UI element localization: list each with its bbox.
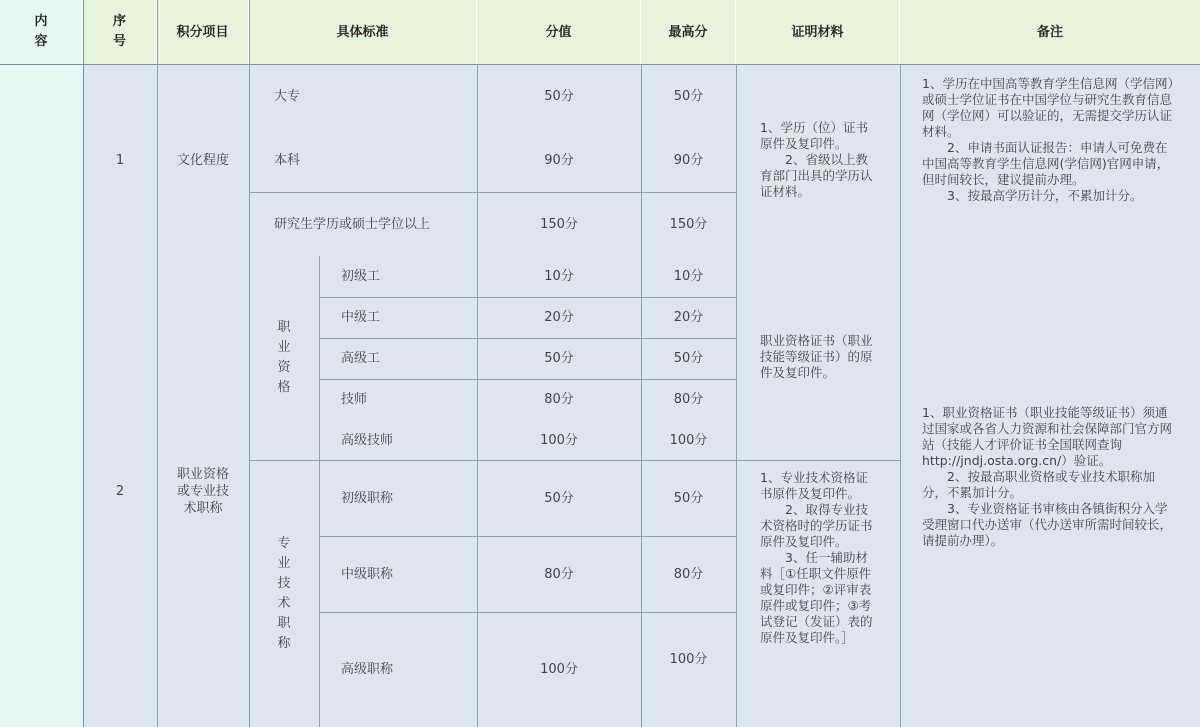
edu-row-score-text: 90分 bbox=[544, 152, 574, 168]
voc-remark-line: 2、按最高职业资格或专业技术职称加分，不累加计分。 bbox=[922, 469, 1155, 500]
qual-row-label bbox=[341, 338, 477, 379]
title-row-score bbox=[477, 612, 641, 727]
title-row-score bbox=[477, 536, 641, 612]
qual-row-score bbox=[477, 420, 641, 460]
title-label bbox=[249, 460, 319, 727]
title-row-max bbox=[641, 460, 736, 536]
edu-name-label: 文化程度 bbox=[177, 152, 230, 168]
qual-row-score bbox=[477, 379, 641, 420]
qual-row-max-text: 20分 bbox=[673, 310, 704, 325]
qual-row-label bbox=[341, 379, 477, 420]
title-row-max-text: 100分 bbox=[669, 652, 708, 667]
qual-row-max-text: 100分 bbox=[669, 432, 708, 448]
title-row-label bbox=[341, 536, 477, 612]
edu-remark-line: 3、按最高学历计分，不累加计分。 bbox=[947, 188, 1143, 203]
edu-row-score-text: 50分 bbox=[544, 88, 574, 104]
edu-row-max bbox=[641, 192, 736, 256]
header-seq bbox=[83, 0, 157, 64]
qual-label-text: 职业资格 bbox=[277, 320, 291, 395]
title-row-label bbox=[341, 612, 477, 727]
header-standard-label: 具体标准 bbox=[336, 24, 389, 40]
header-max-label: 最高分 bbox=[668, 24, 708, 40]
edu-row-label bbox=[274, 128, 477, 192]
voc-remark bbox=[922, 405, 1178, 549]
qual-row-max-text: 50分 bbox=[673, 351, 704, 366]
edu-row-label-text: 本科 bbox=[274, 152, 301, 168]
edu-row-score bbox=[477, 192, 641, 256]
edu-row-max bbox=[641, 128, 736, 192]
header-standard bbox=[249, 0, 477, 64]
edu-row-max-text: 50分 bbox=[673, 88, 704, 104]
qual-row-label-text: 高级工 bbox=[341, 351, 381, 366]
qual-row-max bbox=[641, 256, 736, 297]
title-proof-line: 1、专业技术资格证书原件及复印件。 bbox=[760, 470, 868, 501]
title-proof-line: 2、取得专业技术资格时的学历证书原件及复印件。 bbox=[760, 502, 873, 549]
edu-row-max bbox=[641, 64, 736, 128]
qual-label bbox=[249, 256, 319, 460]
title-row-label bbox=[341, 460, 477, 536]
qual-row-score-text: 10分 bbox=[544, 269, 574, 284]
voc-seq-label: 2 bbox=[115, 484, 125, 499]
edu-row-score bbox=[477, 64, 641, 128]
title-proof-line: 3、任一辅助材料［①任职文件原件或复印件；②评审表原件或复印件；③考试登记（发证）表的原件及复印件。］ bbox=[760, 550, 873, 645]
qual-row-label-text: 中级工 bbox=[341, 310, 381, 325]
title-row-max-text: 50分 bbox=[673, 490, 704, 506]
qual-row-label-text: 初级工 bbox=[341, 269, 381, 284]
content-column-strip bbox=[0, 0, 83, 727]
title-row-label-text: 初级职称 bbox=[341, 490, 394, 506]
edu-remark-line: 1、学历在中国高等教育学生信息网（学信网）或硕士学位证书在中国学位与研究生教育信息网（学位网）可以验证的，无需提交学历认证材料。 bbox=[922, 76, 1174, 139]
title-row-score bbox=[477, 460, 641, 536]
qual-row-score bbox=[477, 338, 641, 379]
qual-row-max-text: 10分 bbox=[673, 269, 704, 284]
edu-row-max-text: 90分 bbox=[673, 152, 704, 168]
header-item-label: 积分项目 bbox=[176, 24, 229, 40]
qual-row-score-text: 20分 bbox=[544, 310, 574, 325]
header-seq-label: 序号 bbox=[112, 14, 126, 49]
title-label-text: 专业技术职称 bbox=[277, 535, 291, 651]
edu-proof-line: 2、省级以上教育部门出具的学历认证材料。 bbox=[760, 152, 873, 199]
title-proof bbox=[760, 470, 878, 646]
qual-row-score-text: 50分 bbox=[544, 351, 574, 366]
voc-remark-line: 3、专业资格证书审核由各镇街积分入学受理窗口代办送审（代办送审所需时间较长，请提前办理）。 bbox=[922, 501, 1173, 548]
edu-remark bbox=[922, 76, 1178, 204]
edu-row-score bbox=[477, 128, 641, 192]
edu-proof bbox=[760, 120, 878, 200]
qual-row-max bbox=[641, 420, 736, 460]
edu-row-label bbox=[274, 192, 477, 256]
qual-row-label-text: 技师 bbox=[341, 392, 368, 407]
qual-row-label bbox=[341, 256, 477, 297]
header-max bbox=[641, 0, 736, 64]
title-row-score-text: 100分 bbox=[540, 662, 578, 677]
qual-row-label bbox=[341, 297, 477, 338]
voc-name bbox=[157, 256, 249, 727]
qual-row-max bbox=[641, 379, 736, 420]
header-proof bbox=[736, 0, 900, 64]
title-row-max bbox=[641, 536, 736, 612]
header-proof-label: 证明材料 bbox=[791, 24, 844, 40]
qual-row-max-text: 80分 bbox=[673, 392, 704, 407]
edu-row-score-text: 150分 bbox=[540, 216, 578, 232]
qual-proof-text: 职业资格证书（职业技能等级证书）的原件及复印件。 bbox=[760, 333, 873, 380]
voc-remark-url: http://jndj.osta.org.cn/）验证。 bbox=[922, 453, 1112, 468]
title-row-score-text: 80分 bbox=[544, 566, 574, 582]
edu-row-max-text: 150分 bbox=[669, 216, 708, 232]
qual-row-label-text: 高级技师 bbox=[341, 432, 394, 448]
header-item bbox=[157, 0, 249, 64]
qual-row-score-text: 100分 bbox=[540, 432, 578, 448]
header-score-label: 分值 bbox=[545, 24, 572, 40]
edu-seq-label: 1 bbox=[115, 152, 125, 168]
voc-seq bbox=[83, 256, 157, 727]
title-row-label-text: 高级职称 bbox=[341, 662, 394, 677]
qual-row-score bbox=[477, 297, 641, 338]
header-score bbox=[477, 0, 641, 64]
qual-row-max bbox=[641, 297, 736, 338]
edu-remark-line: 2、申请书面认证报告：申请人可免费在中国高等教育学生信息网(学信网)官网申请，但时间较长，建议提前办理。 bbox=[922, 140, 1170, 187]
edu-seq bbox=[83, 64, 157, 256]
header-content bbox=[0, 0, 83, 64]
edu-proof-line: 1、学历（位）证书原件及复印件。 bbox=[760, 120, 868, 151]
header-remark bbox=[900, 0, 1200, 64]
voc-name-label: 职业资格或专业技术职称 bbox=[177, 467, 230, 516]
title-row-label-text: 中级职称 bbox=[341, 566, 394, 582]
qual-row-max bbox=[641, 338, 736, 379]
qual-row-label bbox=[341, 420, 477, 460]
title-row-max bbox=[641, 612, 736, 707]
qual-proof bbox=[760, 333, 878, 381]
edu-name bbox=[157, 64, 249, 256]
edu-row-label-text: 研究生学历或硕士学位以上 bbox=[274, 216, 431, 232]
qual-row-score bbox=[477, 256, 641, 297]
edu-row-label bbox=[274, 64, 477, 128]
voc-remark-line: 1、职业资格证书（职业技能等级证书）须通过国家或各省人力资源和社会保障部门官方网站（技能人才评价证书全国联网查询 bbox=[922, 405, 1173, 452]
qual-row-score-text: 80分 bbox=[544, 392, 574, 407]
title-row-score-text: 50分 bbox=[544, 490, 574, 506]
header-content-label: 内容 bbox=[34, 14, 48, 49]
edu-row-label-text: 大专 bbox=[274, 88, 301, 104]
header-remark-label: 备注 bbox=[1036, 24, 1063, 40]
title-row-max-text: 80分 bbox=[673, 566, 704, 582]
